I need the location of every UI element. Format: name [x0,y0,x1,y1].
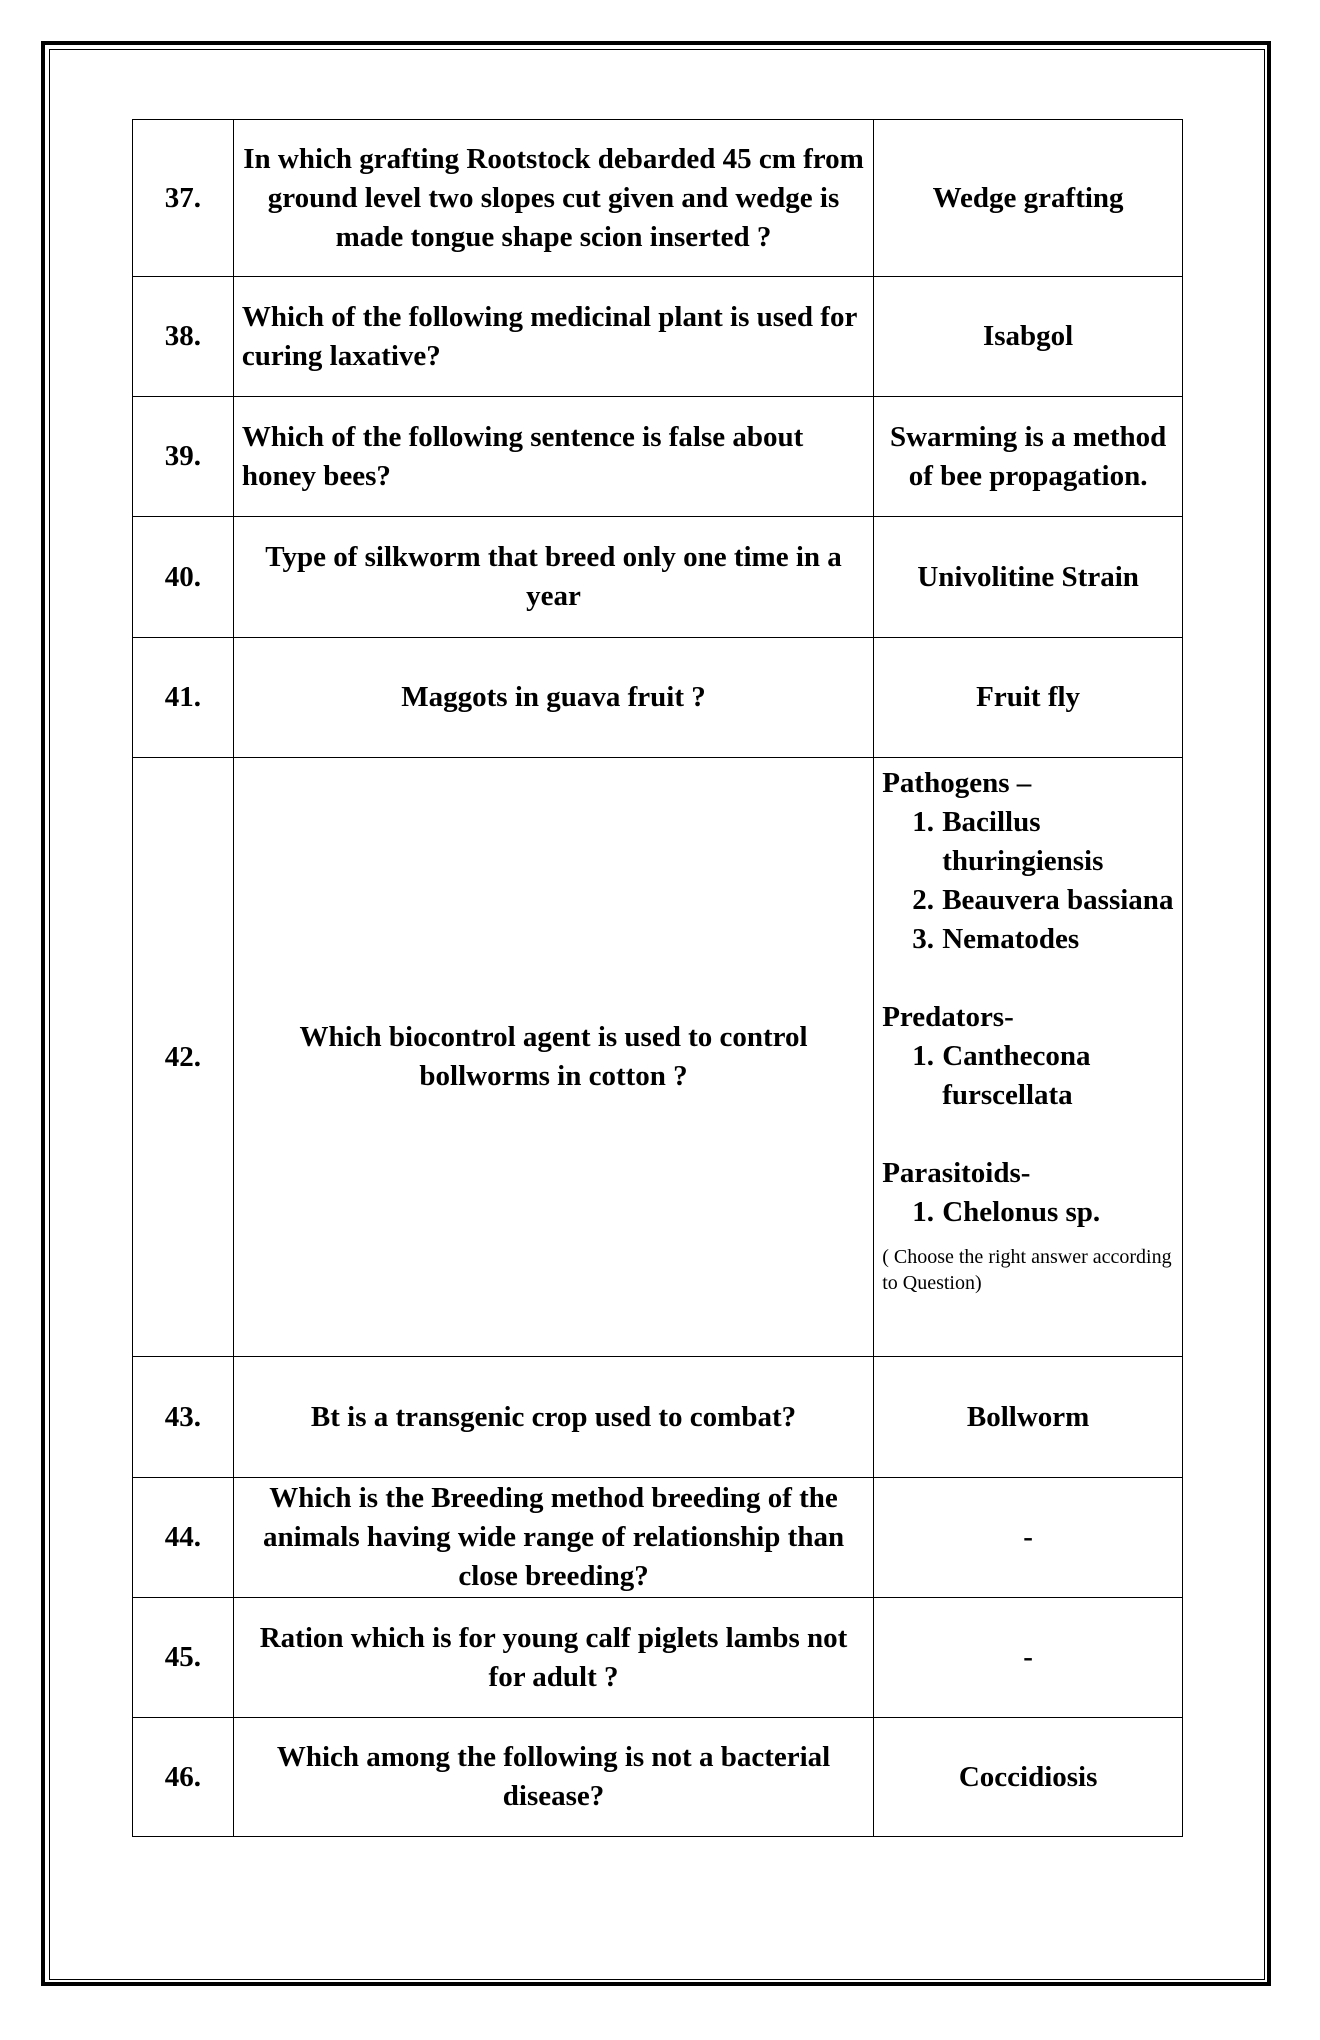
question-number: 38. [133,277,234,397]
answer-text: Fruit fly [874,638,1183,758]
item-number: 3. [912,923,934,955]
question-text: Ration which is for young calf piglets lambs not for adult ? [233,1598,873,1718]
table-row [133,1357,1183,1478]
answer-text: - [874,1598,1183,1718]
question-number: 40. [133,517,234,638]
section-heading: Predators- [882,1001,1014,1033]
question-number: 39. [133,397,234,517]
item-text: Bacillus thuringiensis [942,806,1104,877]
answer-text: - [874,1478,1183,1598]
question-text: Type of silkworm that breed only one time in a year [233,517,873,638]
item-number: 2. [912,884,934,916]
question-number: 44. [133,1478,234,1598]
question-number: 43. [133,1357,234,1478]
item-number: 1. [912,806,934,838]
answer-note: ( Choose the right answer according to Question) [882,1246,1172,1294]
table-row [133,397,1183,517]
item-number: 1. [912,1040,934,1072]
question-text: Maggots in guava fruit ? [233,638,873,758]
answer-text: Univolitine Strain [874,517,1183,638]
question-number: 46. [133,1718,234,1837]
question-text: Which biocontrol agent is used to control bollworms in cotton ? [233,758,873,1357]
table-row [133,1718,1183,1837]
list-item [882,1037,1174,1115]
question-text: Which of the following sentence is false about honey bees? [233,397,873,517]
section-heading: Parasitoids- [882,1157,1031,1189]
list-item [882,920,1174,959]
list-item [882,803,1174,881]
table-row [133,638,1183,758]
table-row [133,277,1183,397]
question-number: 41. [133,638,234,758]
item-text: Canthecona furscellata [942,1040,1091,1111]
answer-text: Coccidiosis [874,1718,1183,1837]
list-item [882,881,1174,920]
question-text: Which of the following medicinal plant is used for curing laxative? [233,277,873,397]
item-text: Chelonus sp. [942,1196,1101,1228]
item-text: Nematodes [942,923,1080,955]
question-text: Which among the following is not a bacterial disease? [233,1718,873,1837]
question-text: In which grafting Rootstock debarded 45 cm from ground level two slopes cut given and wedge is made tongue shape scion inserted ? [233,120,873,277]
question-number: 37. [133,120,234,277]
list-item [882,1193,1174,1232]
answer-text: Bollworm [874,1357,1183,1478]
table-row [133,1478,1183,1598]
table-row [133,120,1183,277]
answer-text: Isabgol [874,277,1183,397]
answer-text: Swarming is a method of bee propagation. [874,397,1183,517]
question-text: Bt is a transgenic crop used to combat? [233,1357,873,1478]
qa-table [132,119,1183,1837]
table-row [133,517,1183,638]
question-text: Which is the Breeding method breeding of the animals having wide range of relationship than close breeding? [233,1478,873,1598]
answer-list [874,758,1183,1357]
item-number: 1. [912,1196,934,1228]
question-number: 45. [133,1598,234,1718]
table-row [133,1598,1183,1718]
table-row [133,758,1183,1357]
section-heading: Pathogens – [882,767,1032,799]
question-number: 42. [133,758,234,1357]
answer-text: Wedge grafting [874,120,1183,277]
item-text: Beauvera bassiana [942,884,1174,916]
